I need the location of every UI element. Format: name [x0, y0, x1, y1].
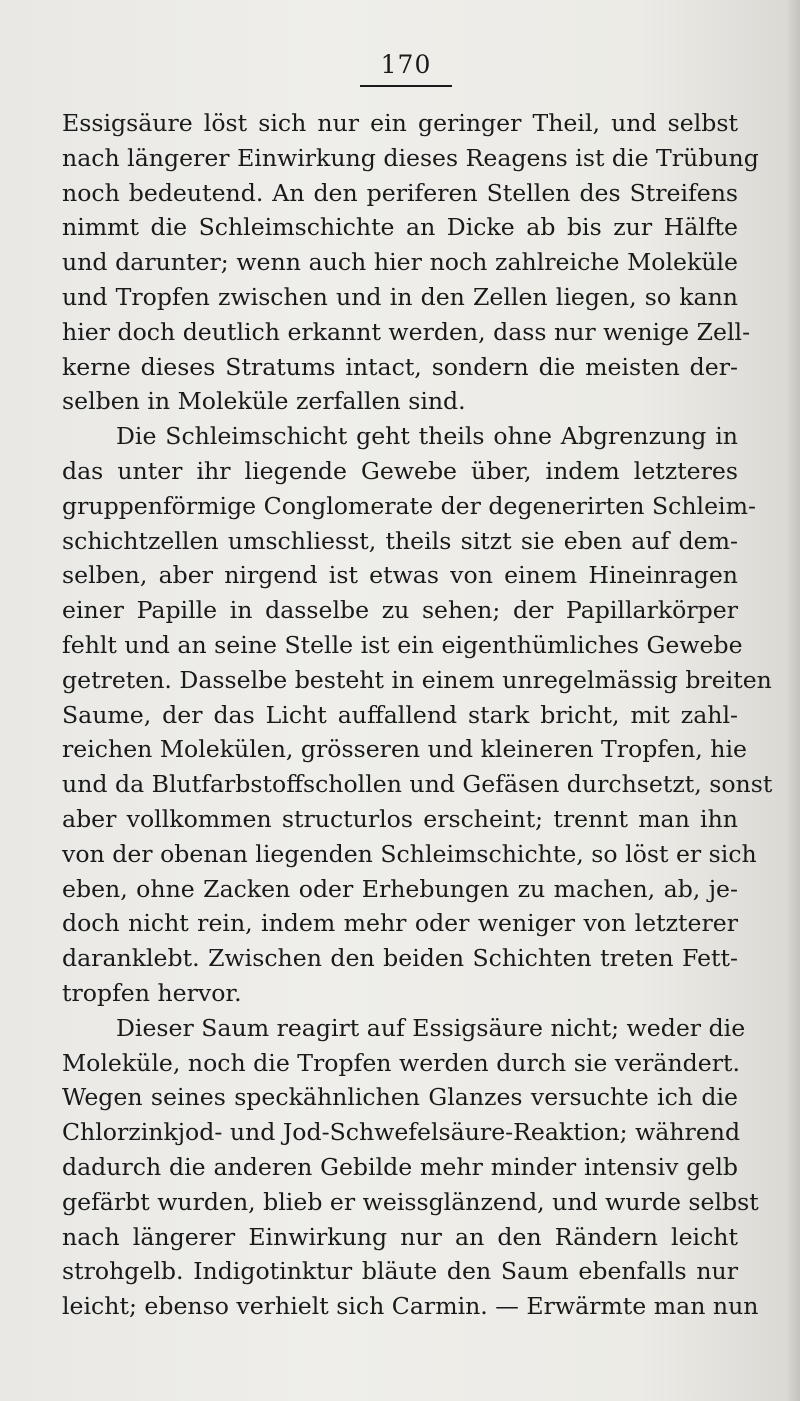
text-line: nach längerer Einwirkung nur an den Rändern leicht [62, 1222, 738, 1251]
text-line: Essigsäure löst sich nur ein geringer Theil, und selbst [62, 109, 738, 137]
text-line: und darunter; wenn auch hier noch zahlreiche Moleküle [62, 248, 738, 277]
text-line: gruppenförmige Conglomerate der degenerirten Schleim- [62, 491, 756, 520]
text-line: nimmt die Schleimschichte an Dicke ab bis zur Hälfte [62, 213, 738, 242]
text-line: und da Blutfarbstoffschollen und Gefäsen durchsetzt, sonst [62, 770, 773, 799]
text-line: reichen Molekülen, grösseren und kleineren Tropfen, hie [62, 735, 747, 764]
text-line: fehlt und an seine Stelle ist ein eigenthümliches Gewebe [62, 630, 743, 659]
text-line: und Tropfen zwischen und in den Zellen liegen, so kann [62, 282, 738, 311]
text-line: von der obenan liegenden Schleimschichte, so löst er sich [62, 839, 757, 868]
text-line: aber vollkommen structurlos erscheint; trennt man ihn [62, 804, 738, 833]
page-edge-shadow [786, 0, 800, 1401]
text-line: leicht; ebenso verhielt sich Carmin. — Erwärmte man nun [62, 1292, 759, 1321]
text-line: strohgelb. Indigotinktur bläute den Saum ebenfalls nur [62, 1257, 738, 1286]
body-text [62, 106, 773, 1324]
page-number: 170 [360, 50, 452, 87]
text-line: kerne dieses Stratums intact, sondern die meisten der- [62, 352, 738, 381]
text-line: Dieser Saum reagirt auf Essigsäure nicht; weder die [116, 1013, 746, 1042]
paragraph [62, 1011, 759, 1324]
text-line: dadurch die anderen Gebilde mehr minder intensiv gelb [62, 1152, 738, 1181]
text-line: Saume, der das Licht auffallend stark bricht, mit zahl- [62, 700, 738, 729]
paragraph [62, 419, 773, 1011]
text-line: Chlorzinkjod- und Jod-Schwefelsäure-Reaktion; während [62, 1118, 741, 1147]
text-line: eben, ohne Zacken oder Erhebungen zu machen, ab, je- [62, 874, 738, 903]
text-line: schichtzellen umschliesst, theils sitzt sie eben auf dem- [62, 526, 738, 555]
text-line: nach längerer Einwirkung dieses Reagens ist die Trübung [62, 143, 759, 172]
text-line: einer Papille in dasselbe zu sehen; der Papillarkörper [62, 596, 738, 625]
text-line: gefärbt wurden, blieb er weissglänzend, und wurde selbst [62, 1187, 759, 1216]
text-line: tropfen hervor. [62, 978, 242, 1007]
text-line: doch nicht rein, indem mehr oder weniger von letzterer [62, 909, 738, 938]
text-line: Moleküle, noch die Tropfen werden durch sie verändert. [62, 1048, 740, 1077]
text-line: selben, aber nirgend ist etwas von einem Hineinragen [62, 561, 738, 590]
text-line: hier doch deutlich erkannt werden, dass nur wenige Zell- [62, 317, 751, 346]
text-line: getreten. Dasselbe besteht in einem unregelmässig breiten [62, 665, 772, 694]
text-line: das unter ihr liegende Gewebe über, indem letzteres [62, 456, 738, 485]
text-line: Die Schleimschicht geht theils ohne Abgrenzung in [116, 422, 738, 451]
paragraph [62, 106, 759, 419]
text-line: daranklebt. Zwischen den beiden Schichten treten Fett- [62, 944, 738, 973]
text-line: selben in Moleküle zerfallen sind. [62, 387, 466, 416]
text-line: noch bedeutend. An den periferen Stellen des Streifens [62, 178, 738, 207]
text-line: Wegen seines speckähnlichen Glanzes versuchte ich die [62, 1083, 738, 1112]
